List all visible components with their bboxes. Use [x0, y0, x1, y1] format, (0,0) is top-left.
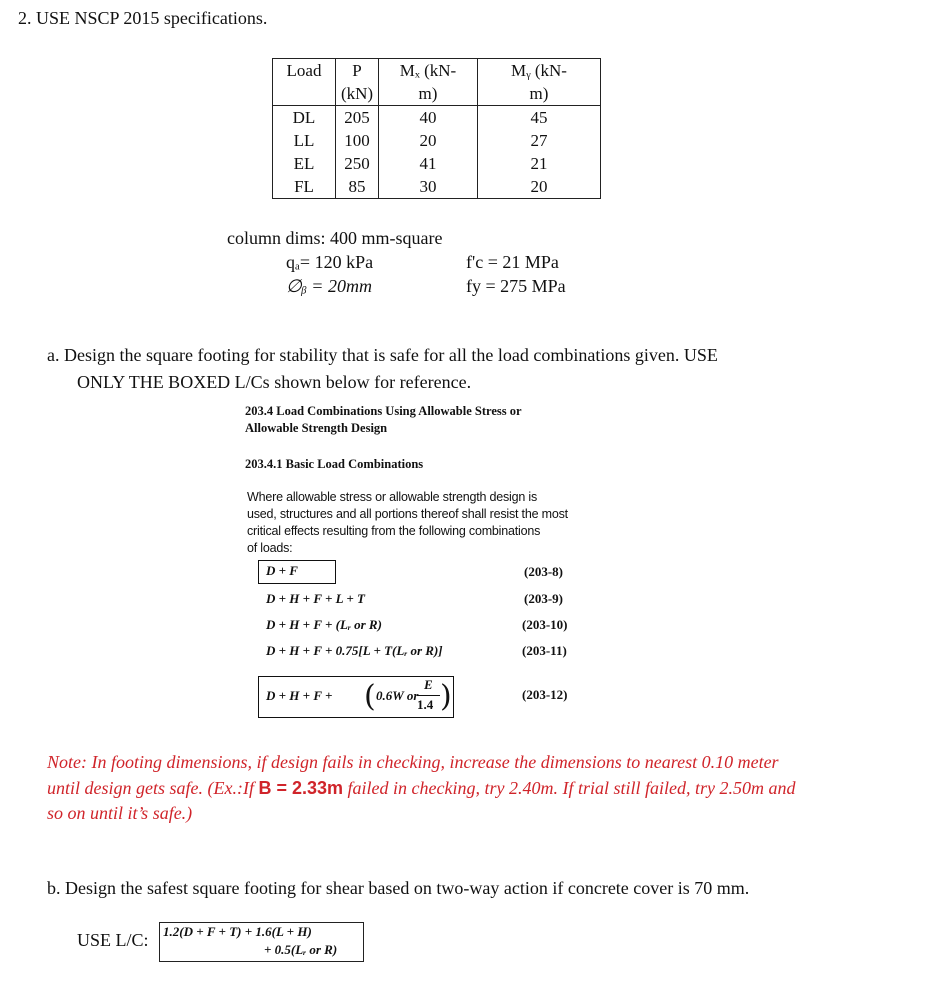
equation-ref: (203-8) [524, 564, 563, 579]
cell-my: 45 [478, 106, 601, 130]
equation-ref: (203-12) [522, 687, 568, 702]
note-bold-example: B = 2.33m [258, 778, 344, 798]
table-row [273, 175, 601, 199]
equation-203-8: D + F [266, 563, 298, 578]
cell-load: EL [273, 152, 336, 175]
table-row [273, 152, 601, 175]
code-paragraph-line: of loads: [247, 541, 293, 555]
part-b-text: b. Design the safest square footing for shear based on two-way action if concrete cover is 70 mm. [47, 878, 750, 898]
use-lc-label: USE L/C: [77, 930, 149, 950]
code-subsection-title: 203.4.1 Basic Load Combinations [245, 457, 424, 471]
equation-203-10: D + H + F + (Lᵣ or R) [266, 617, 382, 632]
equation-ref: (203-11) [522, 643, 567, 658]
cell-mx: 30 [379, 175, 478, 199]
column-dims: column dims: 400 mm-square [227, 228, 443, 248]
cell-p: 205 [336, 106, 379, 130]
cell-p: 100 [336, 129, 379, 152]
equation-ref: (203-10) [522, 617, 568, 632]
code-section-title: 203.4 Load Combinations Using Allowable Stress or [245, 404, 522, 418]
concrete-strength: f'c = 21 MPa [466, 252, 559, 272]
code-paragraph-line: Where allowable stress or allowable strength design is [247, 490, 538, 504]
combo-line-1: 1.2(D + F + T) + 1.6(L + H) [163, 924, 312, 939]
code-paragraph-line: critical effects resulting from the following combinations [247, 524, 541, 538]
problem-heading: 2. USE NSCP 2015 specifications. [18, 8, 268, 28]
table-row [273, 106, 601, 130]
combo-line-2: + 0.5(Lᵣ or R) [264, 942, 338, 957]
equation-ref: (203-9) [524, 591, 563, 606]
note-line-1: Note: In footing dimensions, if design fails in checking, increase the dimensions to nearest 0.10 meter [47, 752, 779, 772]
cell-my: 21 [478, 152, 601, 175]
part-a-line-2: ONLY THE BOXED L/Cs shown below for reference. [77, 372, 472, 392]
cell-my: 27 [478, 129, 601, 152]
steel-yield-strength: fy = 275 MPa [466, 276, 566, 296]
cell-p: 250 [336, 152, 379, 175]
note-line-3: so on until it’s safe.) [47, 803, 193, 823]
cell-load: LL [273, 129, 336, 152]
equation-203-11: D + H + F + 0.75[L + T(Lᵣ or R)] [266, 643, 443, 658]
load-table [272, 58, 601, 199]
cell-p: 85 [336, 175, 379, 199]
cell-load: FL [273, 175, 336, 199]
table-row [273, 129, 601, 152]
header-load: Load [273, 59, 336, 106]
allowable-soil-pressure: qₐ= 120 kPa [286, 252, 374, 272]
code-paragraph-line: used, structures and all portions thereof shall resist the most [247, 507, 568, 521]
cell-mx: 40 [379, 106, 478, 130]
load-combination-box [159, 922, 364, 962]
cell-load: DL [273, 106, 336, 130]
cell-mx: 20 [379, 129, 478, 152]
header-mx: Mₓ (kN- m) [379, 59, 478, 106]
header-my: Mᵧ (kN- m) [478, 59, 601, 106]
cell-mx: 41 [379, 152, 478, 175]
header-p: P (kN) [336, 59, 379, 106]
code-section-title-cont: Allowable Strength Design [245, 421, 388, 435]
note-line-2: until design gets safe. (Ex.:If B = 2.33m failed in checking, try 2.40m. If trial still failed, try 2.50m and [47, 778, 796, 798]
table-header-row [273, 59, 601, 106]
equation-203-9: D + H + F + L + T [266, 591, 365, 606]
part-a-line-1: a. Design the square footing for stability that is safe for all the load combinations given. USE [47, 345, 718, 365]
bar-diameter: ∅ᵦ = 20mm [286, 276, 372, 296]
cell-my: 20 [478, 175, 601, 199]
